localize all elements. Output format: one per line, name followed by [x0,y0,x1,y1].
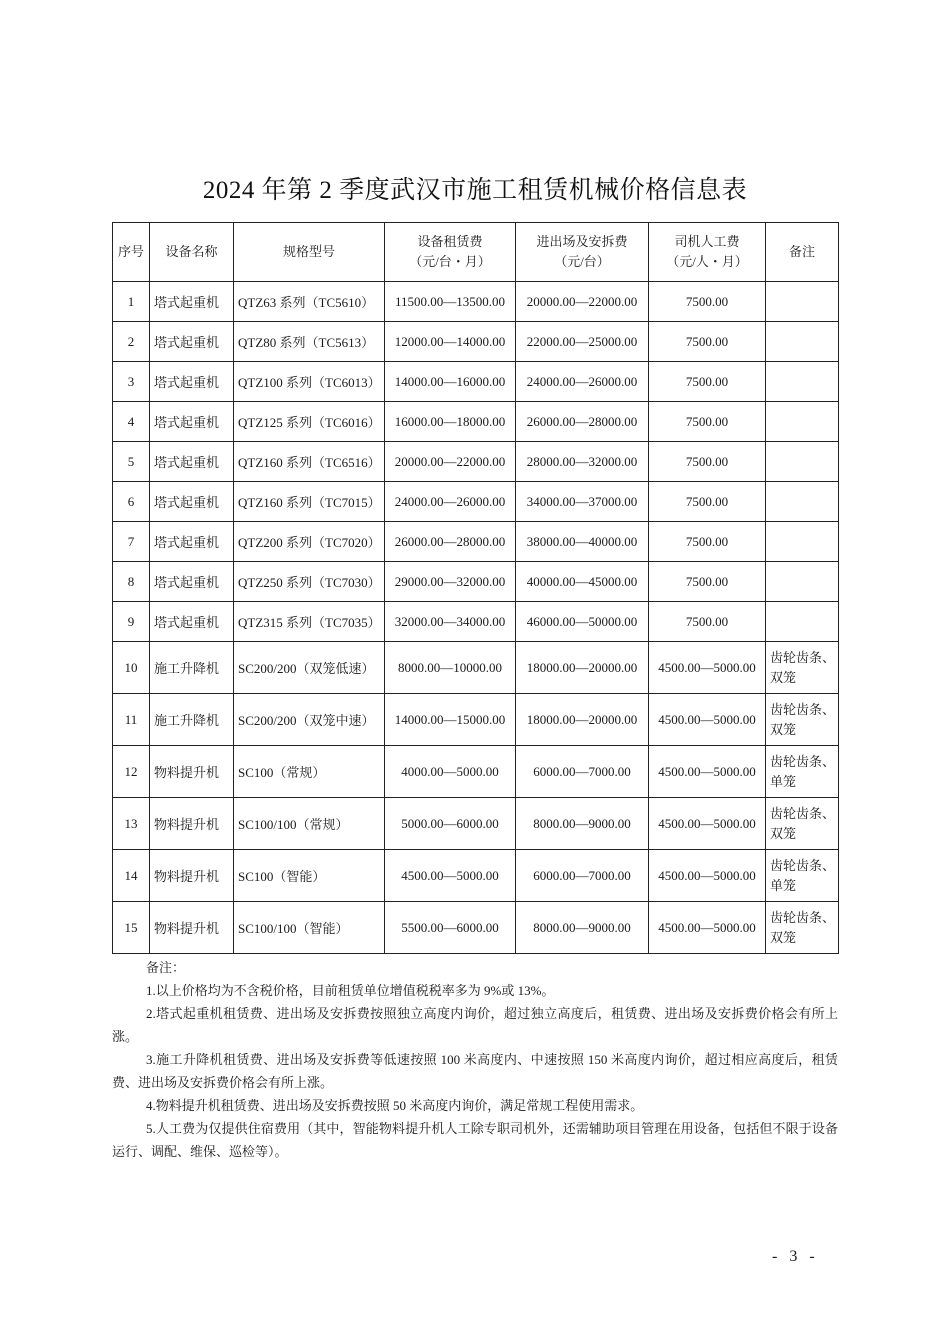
cell-rental-fee: 29000.00—32000.00 [385,562,516,602]
cell-labor-fee: 4500.00—5000.00 [649,902,766,954]
cell-remark [766,602,839,642]
cell-install-fee: 40000.00—45000.00 [516,562,649,602]
cell-equipment-name: 塔式起重机 [150,602,234,642]
cell-remark [766,402,839,442]
cell-install-fee: 26000.00—28000.00 [516,402,649,442]
page-number: - 3 - [772,1248,819,1265]
column-header-unit: （元/人・月） [666,254,748,269]
notes-section [112,956,838,1163]
cell-rental-fee: 12000.00—14000.00 [385,322,516,362]
cell-rental-fee: 24000.00—26000.00 [385,482,516,522]
column-header-label: 备注 [788,244,815,259]
table-row [113,694,839,746]
price-table [112,222,839,954]
cell-index: 8 [113,562,150,602]
cell-equipment-name: 塔式起重机 [150,522,234,562]
cell-install-fee: 8000.00—9000.00 [516,902,649,954]
cell-labor-fee: 7500.00 [649,602,766,642]
column-header [234,223,385,282]
cell-model: QTZ125 系列（TC6016） [234,402,385,442]
cell-labor-fee: 7500.00 [649,402,766,442]
cell-remark [766,282,839,322]
note-item-2: 2.塔式起重机租赁费、进出场及安拆费按照独立高度内询价，超过独立高度后，租赁费、进出场及安拆费价格会有所上涨。 [112,1006,838,1044]
note-item-5: 5.人工费为仅提供住宿费用（其中，智能物料提升机人工除专职司机外，还需辅助项目管理在用设备，包括但不限于设备运行、调配、维保、巡检等）。 [112,1121,838,1159]
cell-model: SC100（智能） [234,850,385,902]
cell-install-fee: 8000.00—9000.00 [516,798,649,850]
cell-install-fee: 24000.00—26000.00 [516,362,649,402]
cell-install-fee: 22000.00—25000.00 [516,322,649,362]
cell-equipment-name: 塔式起重机 [150,442,234,482]
cell-labor-fee: 4500.00—5000.00 [649,694,766,746]
cell-index: 12 [113,746,150,798]
cell-index: 13 [113,798,150,850]
cell-equipment-name: 物料提升机 [150,746,234,798]
table-row [113,562,839,602]
table-row [113,850,839,902]
cell-labor-fee: 7500.00 [649,282,766,322]
column-header [150,223,234,282]
cell-remark [766,362,839,402]
cell-model: QTZ160 系列（TC6516） [234,442,385,482]
cell-remark [766,442,839,482]
cell-rental-fee: 5000.00—6000.00 [385,798,516,850]
cell-index: 4 [113,402,150,442]
cell-rental-fee: 14000.00—16000.00 [385,362,516,402]
cell-rental-fee: 4000.00—5000.00 [385,746,516,798]
cell-install-fee: 46000.00—50000.00 [516,602,649,642]
cell-index: 10 [113,642,150,694]
table-body [113,282,839,954]
table-row [113,282,839,322]
cell-equipment-name: 塔式起重机 [150,282,234,322]
note-item-1: 1.以上价格均为不含税价格，目前租赁单位增值税税率多为 9%或 13%。 [146,983,555,998]
cell-model: SC100（常规） [234,746,385,798]
cell-index: 15 [113,902,150,954]
table-row [113,746,839,798]
cell-index: 5 [113,442,150,482]
column-header [385,223,516,282]
table-header-row [113,223,839,282]
cell-index: 6 [113,482,150,522]
cell-index: 7 [113,522,150,562]
cell-remark: 齿轮齿条、双笼 [766,694,839,746]
cell-install-fee: 28000.00—32000.00 [516,442,649,482]
cell-rental-fee: 4500.00—5000.00 [385,850,516,902]
cell-model: QTZ250 系列（TC7030） [234,562,385,602]
table-row [113,602,839,642]
cell-equipment-name: 物料提升机 [150,850,234,902]
cell-model: QTZ80 系列（TC5613） [234,322,385,362]
table-row [113,482,839,522]
cell-labor-fee: 4500.00—5000.00 [649,642,766,694]
cell-labor-fee: 7500.00 [649,562,766,602]
page-title: 2024 年第 2 季度武汉市施工租赁机械价格信息表 [202,177,748,204]
cell-remark: 齿轮齿条、单笼 [766,746,839,798]
cell-model: SC200/200（双笼中速） [234,694,385,746]
cell-install-fee: 18000.00—20000.00 [516,694,649,746]
cell-labor-fee: 7500.00 [649,442,766,482]
cell-remark [766,482,839,522]
cell-remark: 齿轮齿条、双笼 [766,642,839,694]
cell-install-fee: 34000.00—37000.00 [516,482,649,522]
notes-heading: 备注： [146,960,186,975]
cell-labor-fee: 7500.00 [649,522,766,562]
table-row [113,902,839,954]
table-row [113,442,839,482]
cell-model: QTZ200 系列（TC7020） [234,522,385,562]
cell-remark: 齿轮齿条、单笼 [766,850,839,902]
cell-model: QTZ160 系列（TC7015） [234,482,385,522]
cell-labor-fee: 4500.00—5000.00 [649,850,766,902]
cell-equipment-name: 塔式起重机 [150,322,234,362]
table-row [113,402,839,442]
cell-remark [766,322,839,362]
cell-equipment-name: 塔式起重机 [150,482,234,522]
column-header-unit: （元/台） [554,254,610,269]
cell-index: 11 [113,694,150,746]
cell-rental-fee: 11500.00—13500.00 [385,282,516,322]
column-header-label: 进出场及安拆费 [536,234,628,249]
cell-rental-fee: 26000.00—28000.00 [385,522,516,562]
cell-install-fee: 20000.00—22000.00 [516,282,649,322]
cell-install-fee: 18000.00—20000.00 [516,642,649,694]
cell-model: QTZ315 系列（TC7035） [234,602,385,642]
column-header-unit: （元/台・月） [409,254,491,269]
cell-rental-fee: 16000.00—18000.00 [385,402,516,442]
cell-rental-fee: 14000.00—15000.00 [385,694,516,746]
cell-rental-fee: 32000.00—34000.00 [385,602,516,642]
cell-equipment-name: 施工升降机 [150,642,234,694]
column-header [649,223,766,282]
table-row [113,798,839,850]
cell-rental-fee: 20000.00—22000.00 [385,442,516,482]
cell-equipment-name: 物料提升机 [150,798,234,850]
cell-labor-fee: 4500.00—5000.00 [649,798,766,850]
cell-install-fee: 6000.00—7000.00 [516,746,649,798]
cell-model: SC100/100（智能） [234,902,385,954]
cell-rental-fee: 8000.00—10000.00 [385,642,516,694]
cell-install-fee: 6000.00—7000.00 [516,850,649,902]
column-header-label: 序号 [117,244,144,259]
cell-model: SC200/200（双笼低速） [234,642,385,694]
cell-index: 14 [113,850,150,902]
cell-model: SC100/100（常规） [234,798,385,850]
cell-model: QTZ100 系列（TC6013） [234,362,385,402]
cell-rental-fee: 5500.00—6000.00 [385,902,516,954]
cell-labor-fee: 7500.00 [649,362,766,402]
cell-labor-fee: 7500.00 [649,322,766,362]
note-item-3: 3.施工升降机租赁费、进出场及安拆费等低速按照 100 米高度内、中速按照 150 米高度内询价，超过相应高度后，租赁费、进出场及安拆费价格会有所上涨。 [112,1052,838,1090]
cell-equipment-name: 塔式起重机 [150,562,234,602]
cell-equipment-name: 施工升降机 [150,694,234,746]
cell-labor-fee: 4500.00—5000.00 [649,746,766,798]
table-row [113,642,839,694]
note-item-4: 4.物料提升机租赁费、进出场及安拆费按照 50 米高度内询价，满足常规工程使用需求。 [146,1098,644,1113]
cell-index: 1 [113,282,150,322]
cell-labor-fee: 7500.00 [649,482,766,522]
column-header-label: 司机人工费 [674,234,740,249]
column-header [516,223,649,282]
column-header-label: 设备租赁费 [417,234,483,249]
cell-remark [766,522,839,562]
cell-remark: 齿轮齿条、双笼 [766,798,839,850]
cell-remark [766,562,839,602]
cell-equipment-name: 塔式起重机 [150,362,234,402]
cell-index: 3 [113,362,150,402]
column-header [113,223,150,282]
cell-index: 9 [113,602,150,642]
cell-remark: 齿轮齿条、双笼 [766,902,839,954]
cell-model: QTZ63 系列（TC5610） [234,282,385,322]
column-header [766,223,839,282]
column-header-label: 规格型号 [282,244,335,259]
cell-install-fee: 38000.00—40000.00 [516,522,649,562]
table-row [113,522,839,562]
table-row [113,322,839,362]
cell-index: 2 [113,322,150,362]
table-row [113,362,839,402]
cell-equipment-name: 物料提升机 [150,902,234,954]
cell-equipment-name: 塔式起重机 [150,402,234,442]
column-header-label: 设备名称 [165,244,218,259]
